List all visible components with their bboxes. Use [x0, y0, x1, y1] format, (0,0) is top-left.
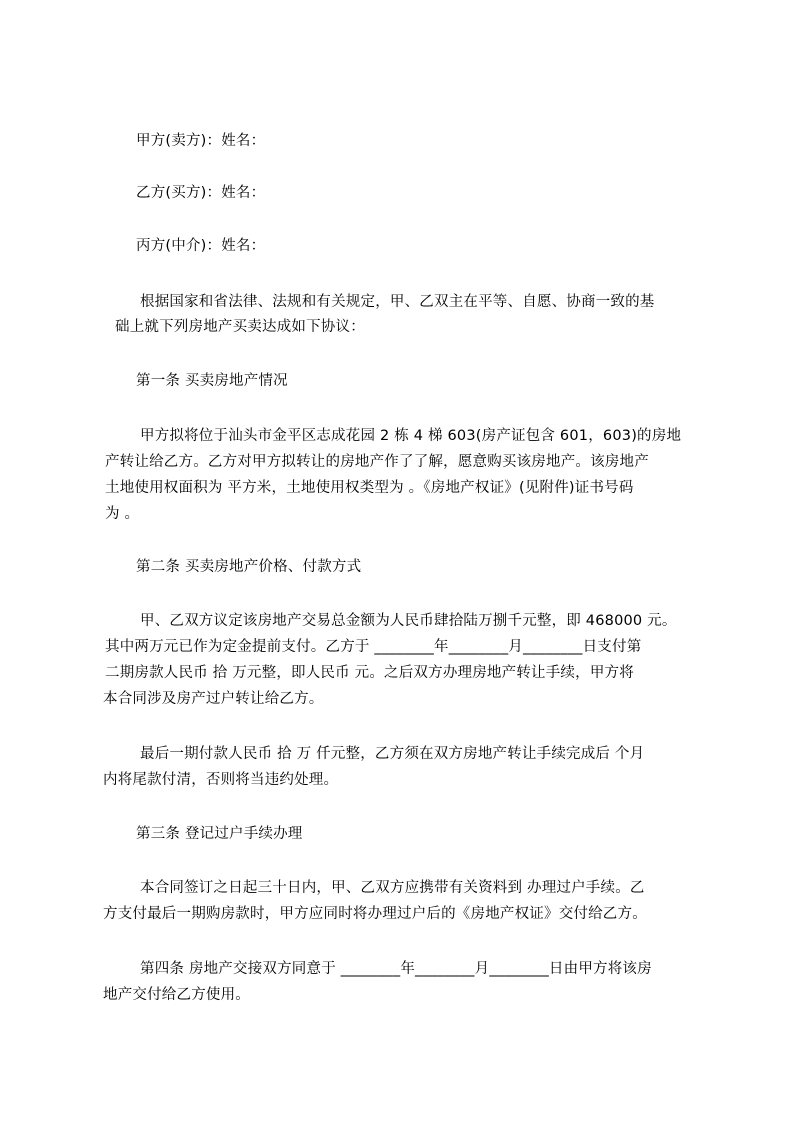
article-4-line-2: 地产交付给乙方使用。 [103, 987, 250, 1003]
party-buyer: 乙方(买方)：姓名： [136, 185, 266, 201]
article-3-line-1: 本合同签订之日起三十日内，甲、乙双方应携带有关资料到 办理过户手续。乙 [140, 880, 645, 896]
article-2-para-2-line-1: 最后一期付款人民币 拾 万 仟元整，乙方须在双方房地产转让手续完成后 个月 [140, 746, 645, 762]
article-2-para-1-line-3: 二期房款人民币 拾 万元整，即人民币 元。之后双方办理房地产转让手续，甲方将 [105, 665, 634, 681]
article-1-line-4: 为 。 [105, 506, 140, 522]
article-4-line-1: 第四条 房地产交接双方同意于 ________年________月________日由甲方将该房 [140, 961, 652, 977]
article-1-line-1: 甲方拟将位于汕头市金平区志成花园 2 栋 4 梯 603(房产证包含 601，603)的房地 [140, 428, 682, 444]
article-2-heading: 第二条 买卖房地产价格、付款方式 [136, 559, 362, 575]
article-3-heading: 第三条 登记过户手续办理 [136, 826, 303, 842]
party-seller: 甲方(卖方)：姓名： [136, 133, 266, 149]
article-1-heading: 第一条 买卖房地产情况 [136, 373, 288, 389]
article-2-para-1-line-4: 本合同涉及房产过户转让给乙方。 [103, 691, 324, 707]
article-1-line-2: 产转让给乙方。乙方对甲方拟转让的房地产作了了解，愿意购买该房地产。该房地产 [105, 454, 649, 470]
article-2-para-1-line-1: 甲、乙双方议定该房地产交易总金额为人民币肆拾陆万捌千元整，即 468000 元。 [140, 613, 677, 629]
article-3-line-2: 方支付最后一期购房款时，甲方应同时将办理过户后的《房地产权证》交付给乙方。 [103, 906, 647, 922]
article-2-para-1-line-2: 其中两万元已作为定金提前支付。乙方于 ________年________月________日支付第 [105, 639, 642, 655]
article-1-line-3: 土地使用权面积为 平方米，土地使用权类型为 。《房地产权证》(见附件)证书号码 [105, 480, 634, 496]
preamble-line-1: 根据国家和省法律、法规和有关规定，甲、乙双主在平等、自愿、协商一致的基 [140, 294, 655, 310]
party-agent: 丙方(中介)：姓名： [136, 238, 266, 254]
preamble-line-2: 础上就下列房地产买卖达成如下协议： [115, 319, 365, 335]
article-2-para-2-line-2: 内将尾款付清，否则将当违约处理。 [103, 772, 339, 788]
